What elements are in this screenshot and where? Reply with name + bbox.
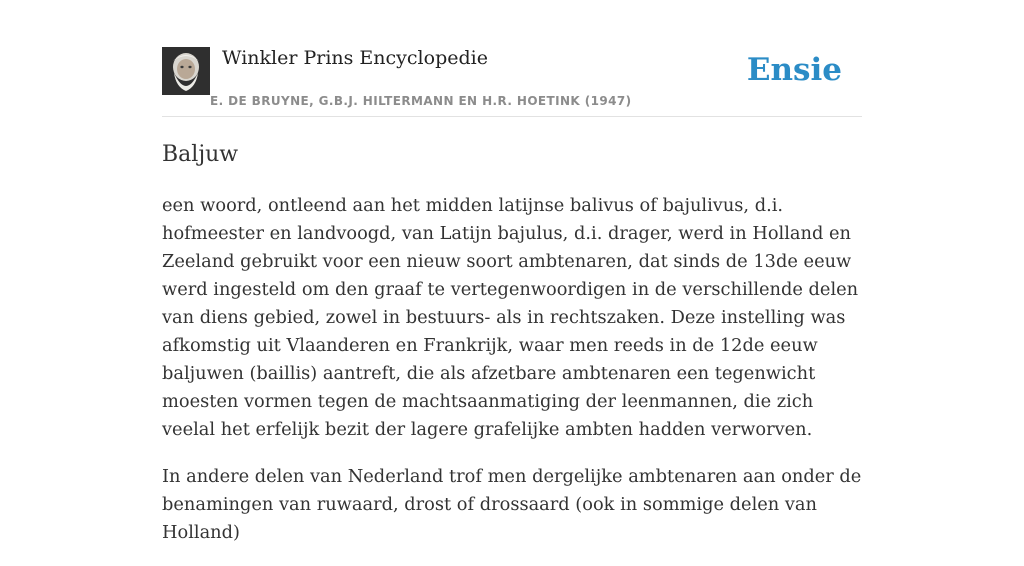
author-avatar[interactable] xyxy=(162,47,210,95)
book-title[interactable]: Winkler Prins Encyclopedie xyxy=(222,47,488,69)
entry-paragraph: In andere delen van Nederland trof men dergelijke ambtenaren aan onder de benamingen van ruwaard, drost of drossaard (ook in sommige delen van Holland) xyxy=(162,466,862,543)
book-authors: E. DE BRUYNE, G.B.J. HILTERMANN EN H.R. HOETINK (1947) xyxy=(210,94,632,108)
entry-title: Baljuw xyxy=(162,142,239,167)
author-portrait-icon xyxy=(162,47,210,95)
ensie-logo[interactable]: Ensie xyxy=(746,52,842,88)
book-header xyxy=(162,46,862,117)
entry-paragraph: een woord, ontleend aan het midden latijnse balivus of bajulivus, d.i. hofmeester en landvoogd, van Latijn bajulus, d.i. drager, werd in Holland en Zeeland gebruikt voor een nieuw soort ambtenaren, dat sinds de 13de eeuw werd ingesteld om den graaf te vertegenwoordigen in de verschillende delen van diens gebied, zowel in bestuurs- als in rechtszaken. Deze instelling was afkomstig uit Vlaanderen en Frankrijk, waar men reeds in de 12de eeuw baljuwen (baillis) aantreft, die als afzetbare ambtenaren een tegenwicht moesten vormen tegen de machtsaanmatiging der leenmannen, die zich veelal het erfelijk bezit der lagere grafelijke ambten hadden verworven. xyxy=(162,195,859,440)
entry-body xyxy=(162,192,862,566)
